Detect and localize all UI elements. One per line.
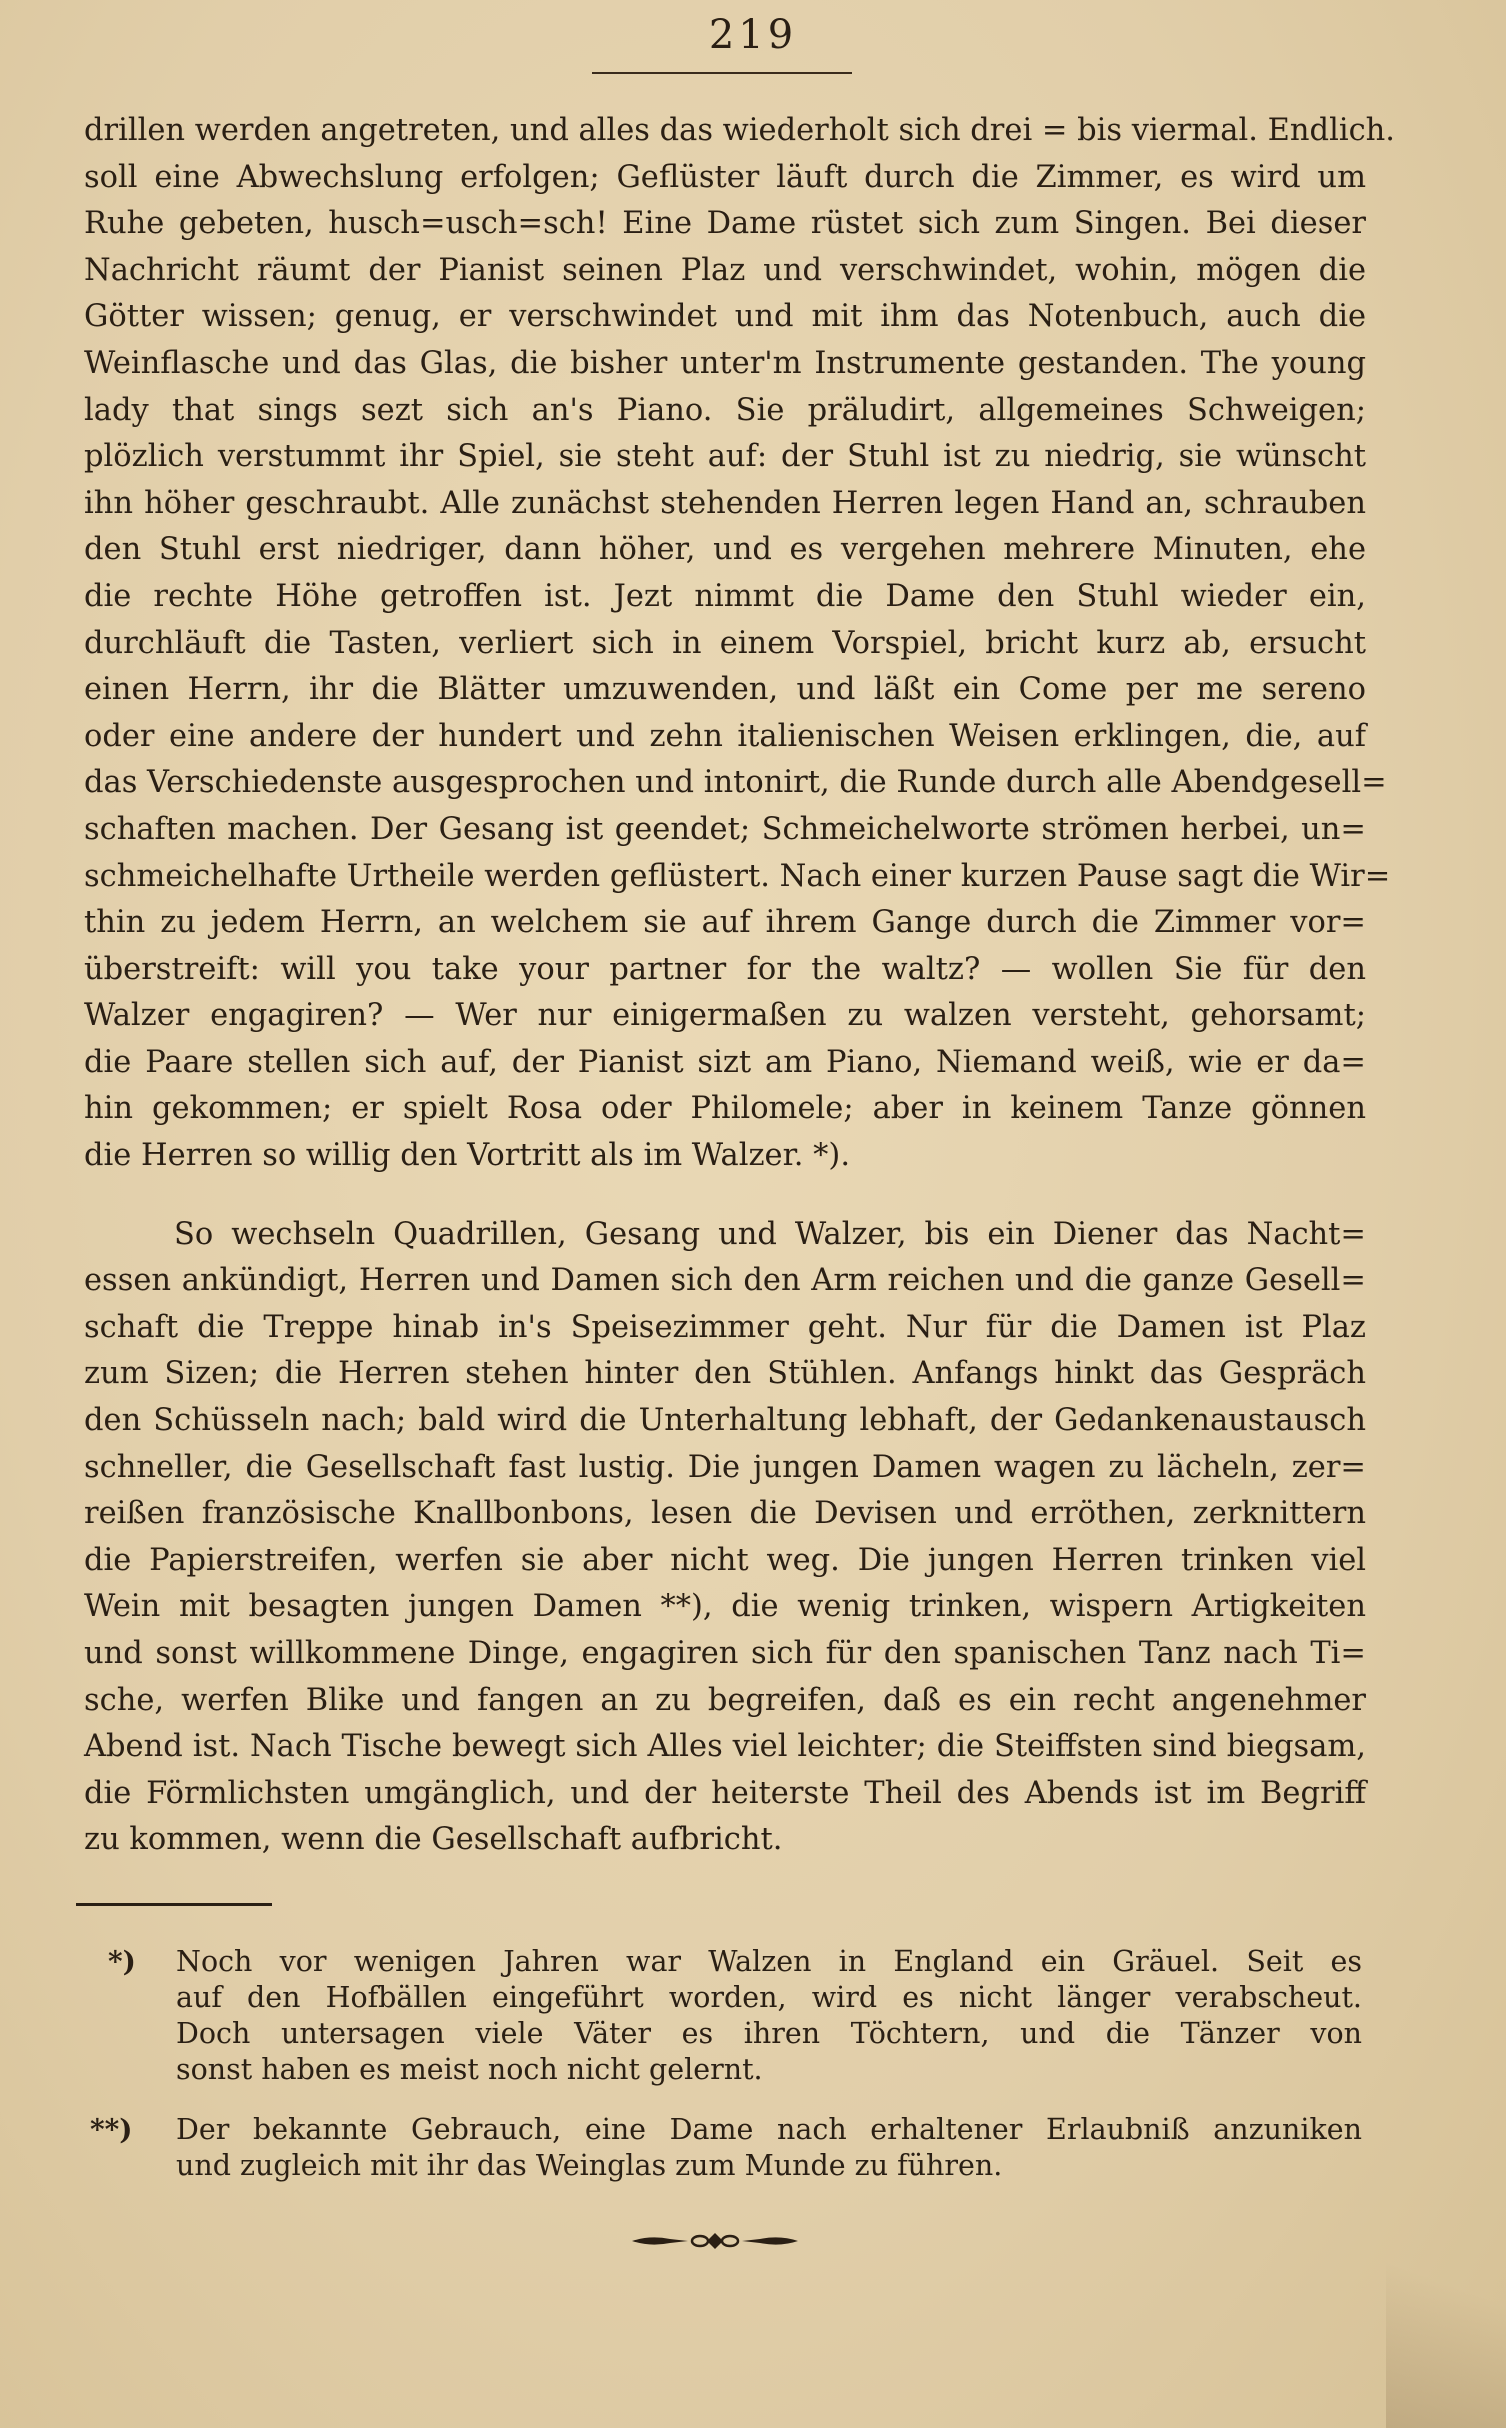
text-line: Walzer engagiren? — Wer nur einigermaßen zu walzen versteht, gehorsamt;	[84, 998, 1366, 1034]
ornament-oval-left	[692, 2236, 708, 2246]
text-line: den Stuhl erst niedriger, dann höher, und es vergehen mehrere Minuten, ehe	[84, 532, 1366, 568]
footnote-marker: *)	[108, 1945, 136, 1978]
text-line: und sonst willkommene Dinge, engagiren sich für den spanischen Tanz nach Ti=	[84, 1636, 1366, 1671]
text-line: soll eine Abwechslung erfolgen; Geflüster läuft durch die Zimmer, es wird um	[84, 159, 1366, 195]
page-shadow	[1386, 2168, 1506, 2428]
text-line: das Verschiedenste ausgesprochen und intonirt, die Runde durch alle Abendgesell=	[84, 765, 1387, 801]
ornament-left	[632, 2237, 688, 2244]
text-line: die Herren so willig den Vortritt als im Walzer. *).	[84, 1138, 851, 1174]
text-line: sche, werfen Blike und fangen an zu begreifen, daß es ein recht angenehmer	[84, 1682, 1366, 1718]
footnote-rule	[76, 1903, 272, 1906]
footnote-line: auf den Hofbällen eingeführt worden, wird es nicht länger verabscheut.	[176, 1981, 1362, 2014]
text-line: die Papierstreifen, werfen sie aber nicht weg. Die jungen Herren trinken viel	[84, 1542, 1366, 1578]
paragraph-2	[84, 1212, 1366, 1864]
text-line: hin gekommen; er spielt Rosa oder Philomele; aber in keinem Tanze gönnen	[84, 1091, 1366, 1127]
footnote-line: und zugleich mit ihr das Weinglas zum Munde zu führen.	[176, 2149, 1003, 2182]
text-line: reißen französische Knallbonbons, lesen die Devisen und erröthen, zerknittern	[84, 1496, 1366, 1532]
text-line: schneller, die Gesellschaft fast lustig. Die jungen Damen wagen zu lächeln, zer=	[84, 1449, 1366, 1485]
footnote	[90, 2112, 1362, 2184]
text-line: die Paare stellen sich auf, der Pianist sizt am Piano, Niemand weiß, wie er da=	[84, 1044, 1366, 1080]
text-line: den Schüsseln nach; bald wird die Unterhaltung lebhaft, der Gedankenaustausch	[84, 1403, 1366, 1439]
text-line: die Förmlichsten umgänglich, und der heiterste Theil des Abends ist im Begriff	[84, 1775, 1366, 1811]
text-line: drillen werden angetreten, und alles das wiederholt sich drei = bis viermal. Endlich.	[84, 113, 1395, 148]
end-ornament	[630, 2226, 800, 2256]
text-line: überstreift: will you take your partner for the waltz? — wollen Sie für den	[84, 951, 1366, 987]
footnote-line: Der bekannte Gebrauch, eine Dame nach erhaltener Erlaubniß anzuniken	[176, 2113, 1362, 2146]
text-line: So wechseln Quadrillen, Gesang und Walzer, bis ein Diener das Nacht=	[174, 1216, 1366, 1252]
text-line: schaften machen. Der Gesang ist geendet; Schmeichelworte strömen herbei, un=	[84, 811, 1366, 847]
text-line: Götter wissen; genug, er verschwindet und mit ihm das Notenbuch, auch die	[84, 299, 1366, 335]
ornament-right	[742, 2237, 798, 2244]
text-line: schmeichelhafte Urtheile werden geflüstert. Nach einer kurzen Pause sagt die Wir=	[84, 858, 1391, 894]
text-line: Abend ist. Nach Tische bewegt sich Alles viel leichter; die Steiffsten sind biegsam,	[84, 1729, 1366, 1765]
text-line: essen ankündigt, Herren und Damen sich den Arm reichen und die ganze Gesell=	[84, 1263, 1366, 1299]
paragraph-gap	[84, 1180, 1366, 1212]
page-number: 219	[708, 12, 798, 58]
text-line: plözlich verstummt ihr Spiel, sie steht auf: der Stuhl ist zu niedrig, sie wünscht	[84, 439, 1366, 475]
ornament-oval-right	[722, 2236, 738, 2246]
text-line: Nachricht räumt der Pianist seinen Plaz und verschwindet, wohin, mögen die	[84, 252, 1366, 288]
text-line: lady that sings sezt sich an's Piano. Sie präludirt, allgemeines Schweigen;	[84, 392, 1366, 428]
text-line: die rechte Höhe getroffen ist. Jezt nimmt die Dame den Stuhl wieder ein,	[84, 578, 1366, 614]
footnote-marker: **)	[90, 2113, 133, 2146]
body-text	[84, 108, 1395, 1864]
footnote-line: Noch vor wenigen Jahren war Walzen in England ein Gräuel. Seit es	[176, 1945, 1362, 1978]
text-line: Wein mit besagten jungen Damen **), die wenig trinken, wispern Artigkeiten	[84, 1589, 1366, 1625]
text-line: oder eine andere der hundert und zehn italienischen Weisen erklingen, die, auf	[84, 718, 1366, 754]
text-line: Ruhe gebeten, husch=usch=sch! Eine Dame rüstet sich zum Singen. Bei dieser	[84, 206, 1366, 242]
text-line: schaft die Treppe hinab in's Speisezimmer geht. Nur für die Damen ist Plaz	[84, 1309, 1366, 1345]
text-line: zu kommen, wenn die Gesellschaft aufbricht.	[84, 1822, 783, 1858]
footnote-line: sonst haben es meist noch nicht gelernt.	[176, 2053, 763, 2086]
paragraph-1	[84, 108, 1395, 1180]
footnote	[108, 1944, 1362, 2088]
text-line: einen Herrn, ihr die Blätter umzuwenden, und läßt ein Come per me sereno	[84, 672, 1366, 708]
text-line: ihn höher geschraubt. Alle zunächst stehenden Herren legen Hand an, schrauben	[84, 485, 1366, 521]
text-line: thin zu jedem Herrn, an welchem sie auf ihrem Gange durch die Zimmer vor=	[84, 905, 1366, 941]
header-rule	[592, 72, 852, 74]
text-line: zum Sizen; die Herren stehen hinter den Stühlen. Anfangs hinkt das Gespräch	[84, 1356, 1366, 1392]
footnote-line: Doch untersagen viele Väter es ihren Töchtern, und die Tänzer von	[176, 2017, 1362, 2050]
ornament-diamond	[707, 2233, 723, 2249]
text-line: Weinflasche und das Glas, die bisher unter'm Instrumente gestanden. The young	[84, 345, 1366, 381]
text-line: durchläuft die Tasten, verliert sich in einem Vorspiel, bricht kurz ab, ersucht	[84, 625, 1366, 661]
footnotes	[90, 1944, 1362, 2208]
